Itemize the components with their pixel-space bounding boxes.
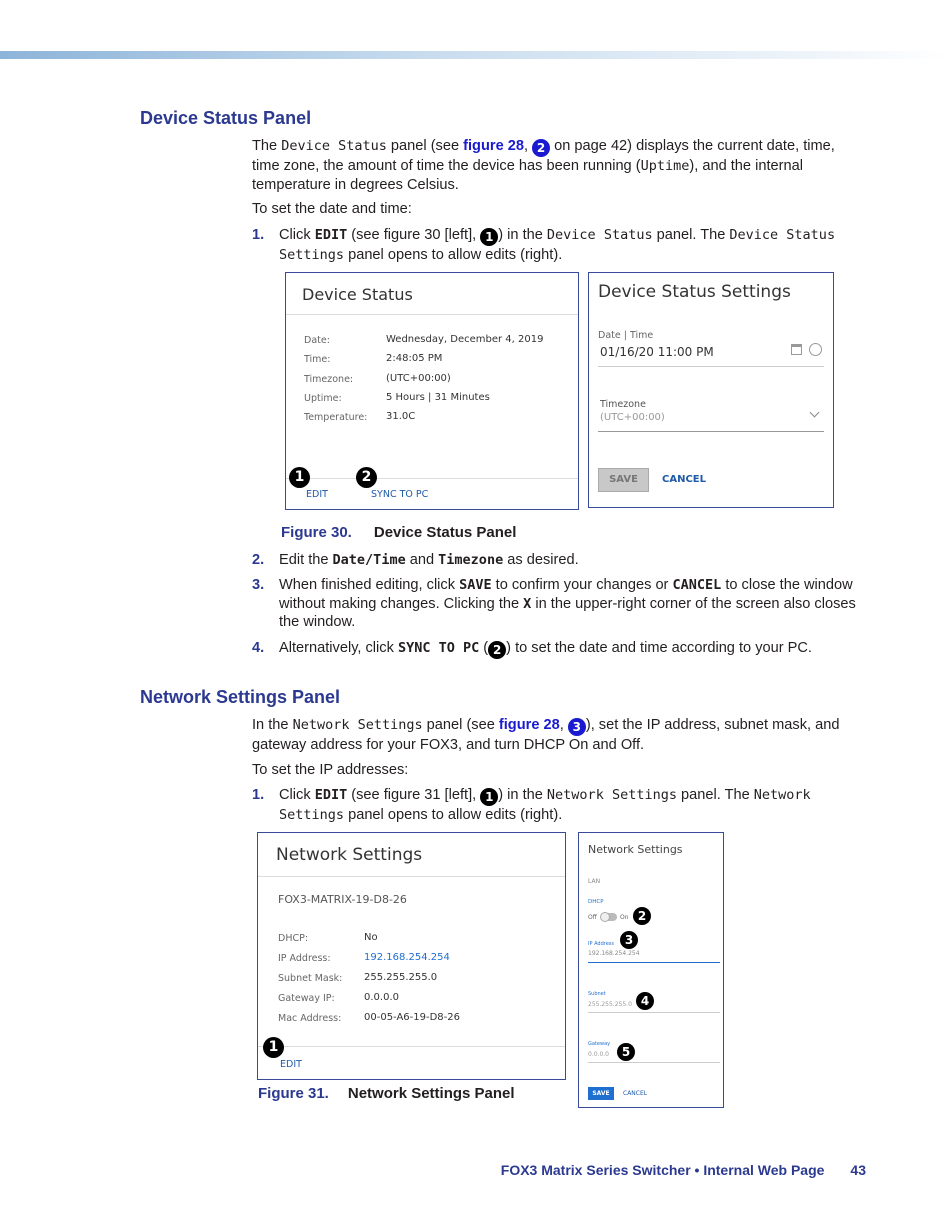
step-3: 3. When finished editing, click SAVE to confirm your changes or CANCEL to close the window without making changes. Clicking the X in the upper-right corner of the screen also closes the window.: [252, 577, 856, 630]
panel-title: Network Settings: [588, 843, 683, 856]
edit-link[interactable]: EDIT: [280, 1059, 302, 1070]
cancel-button[interactable]: CANCEL: [662, 474, 706, 485]
callout-badge: 2: [532, 139, 550, 157]
save-button[interactable]: SAVE: [598, 468, 649, 492]
page-footer: [501, 1162, 866, 1178]
network-settings-screenshot: Network Settings FOX3-MATRIX-19-D8-26 DHCP: No IP Address: 192.168.254.254 Subnet Mask: 255.255.255.0 Gateway IP: 0.0.0.0 Mac Address: 00-05-A6-19-D8-26 1 EDIT: [257, 832, 566, 1080]
figure-caption: Figure 31. Network Settings Panel: [258, 1085, 515, 1102]
header-band: [0, 51, 950, 59]
datetime-field[interactable]: 01/16/20 11:00 PM: [600, 345, 714, 359]
step-1: 1. Click EDIT (see figure 31 [left], 1 ) in the Network Settings panel. The Network Settings panel opens to allow edits (right).: [252, 787, 811, 823]
callout-badge: 1: [480, 788, 498, 806]
callout-badge: 1: [263, 1037, 284, 1058]
chevron-down-icon[interactable]: [810, 408, 820, 418]
callout-badge: 3: [620, 931, 638, 949]
gateway-field[interactable]: 0.0.0.0: [588, 1051, 609, 1058]
section-title-device-status: Device Status Panel: [140, 108, 312, 128]
panel-title: Network Settings: [276, 845, 423, 865]
lead-text: To set the date and time:: [252, 201, 412, 217]
subnet-field[interactable]: 255.255.255.0: [588, 1001, 632, 1008]
timezone-select[interactable]: (UTC+00:00): [600, 412, 665, 423]
callout-badge: 5: [617, 1043, 635, 1061]
panel-title: Device Status Settings: [598, 282, 791, 302]
lead-text: To set the IP addresses:: [252, 762, 409, 778]
device-status-screenshot: Device Status Date: Wednesday, December 4, 2019 Time: 2:48:05 PM Timezone: (UTC+00:00) Uptime: 5 Hours | 31 Minutes Temperature: 31.0C 1 2 EDIT SYNC TO PC: [285, 272, 579, 510]
dhcp-toggle[interactable]: [601, 913, 617, 921]
cancel-button[interactable]: CANCEL: [623, 1090, 648, 1097]
footer-title: FOX3 Matrix Series Switcher • Internal Web Page: [500, 1162, 825, 1178]
callout-badge: 1: [289, 467, 310, 488]
figure-link[interactable]: figure 28: [463, 138, 524, 154]
step-4: 4. Alternatively, click SYNC TO PC ( 2 ) to set the date and time according to your PC.: [252, 640, 812, 657]
step-1: 1. Click EDIT (see figure 30 [left], 1 ) in the Device Status panel. The Device Status Settings panel opens to allow edits (right).: [252, 227, 836, 263]
intro-paragraph: The Device Status panel (see figure 28, 2 on page 42) displays the current date, time, time zone, the amount of time the device has been running (Uptime), and the internal temperature in degrees Celsius.: [252, 138, 835, 193]
callout-badge: 1: [480, 228, 498, 246]
figure-link[interactable]: figure 28: [498, 717, 560, 733]
save-button[interactable]: SAVE: [588, 1087, 614, 1100]
callout-badge: 2: [488, 641, 506, 659]
step-2: 2. Edit the Date/Time and Timezone as desired.: [252, 552, 579, 568]
clock-icon[interactable]: [809, 343, 822, 356]
device-status-settings-screenshot: Device Status Settings Date | Time 01/16/20 11:00 PM Timezone (UTC+00:00) SAVE CANCEL: [588, 272, 834, 508]
callout-badge: 2: [356, 467, 377, 488]
sync-to-pc-link[interactable]: SYNC TO PC: [371, 489, 429, 500]
callout-badge: 4: [636, 992, 654, 1010]
intro-paragraph: In the Network Settings panel (see figure 28, 3 ), set the IP address, subnet mask, and gateway address for your FOX3, and turn DHCP On and Off.: [252, 717, 840, 753]
callout-badge: 3: [568, 718, 586, 736]
page-number: 43: [850, 1162, 866, 1178]
panel-title: Device Status: [302, 285, 413, 304]
callout-badge: 2: [633, 907, 651, 925]
network-settings-edit-screenshot: Network Settings LAN DHCP Off On 2 IP Address 3 192.168.254.254 Subnet 255.255.255.0 4 Gateway 0.0.0.0 5 SAVE CANCEL: [578, 832, 724, 1108]
section-title-network-settings: Network Settings Panel: [140, 687, 341, 707]
device-name: FOX3-MATRIX-19-D8-26: [278, 893, 407, 906]
figure-caption: Figure 30. Device Status Panel: [281, 524, 517, 541]
edit-link[interactable]: EDIT: [306, 489, 328, 500]
calendar-icon[interactable]: [791, 344, 802, 355]
ip-address-field[interactable]: 192.168.254.254: [588, 950, 640, 957]
